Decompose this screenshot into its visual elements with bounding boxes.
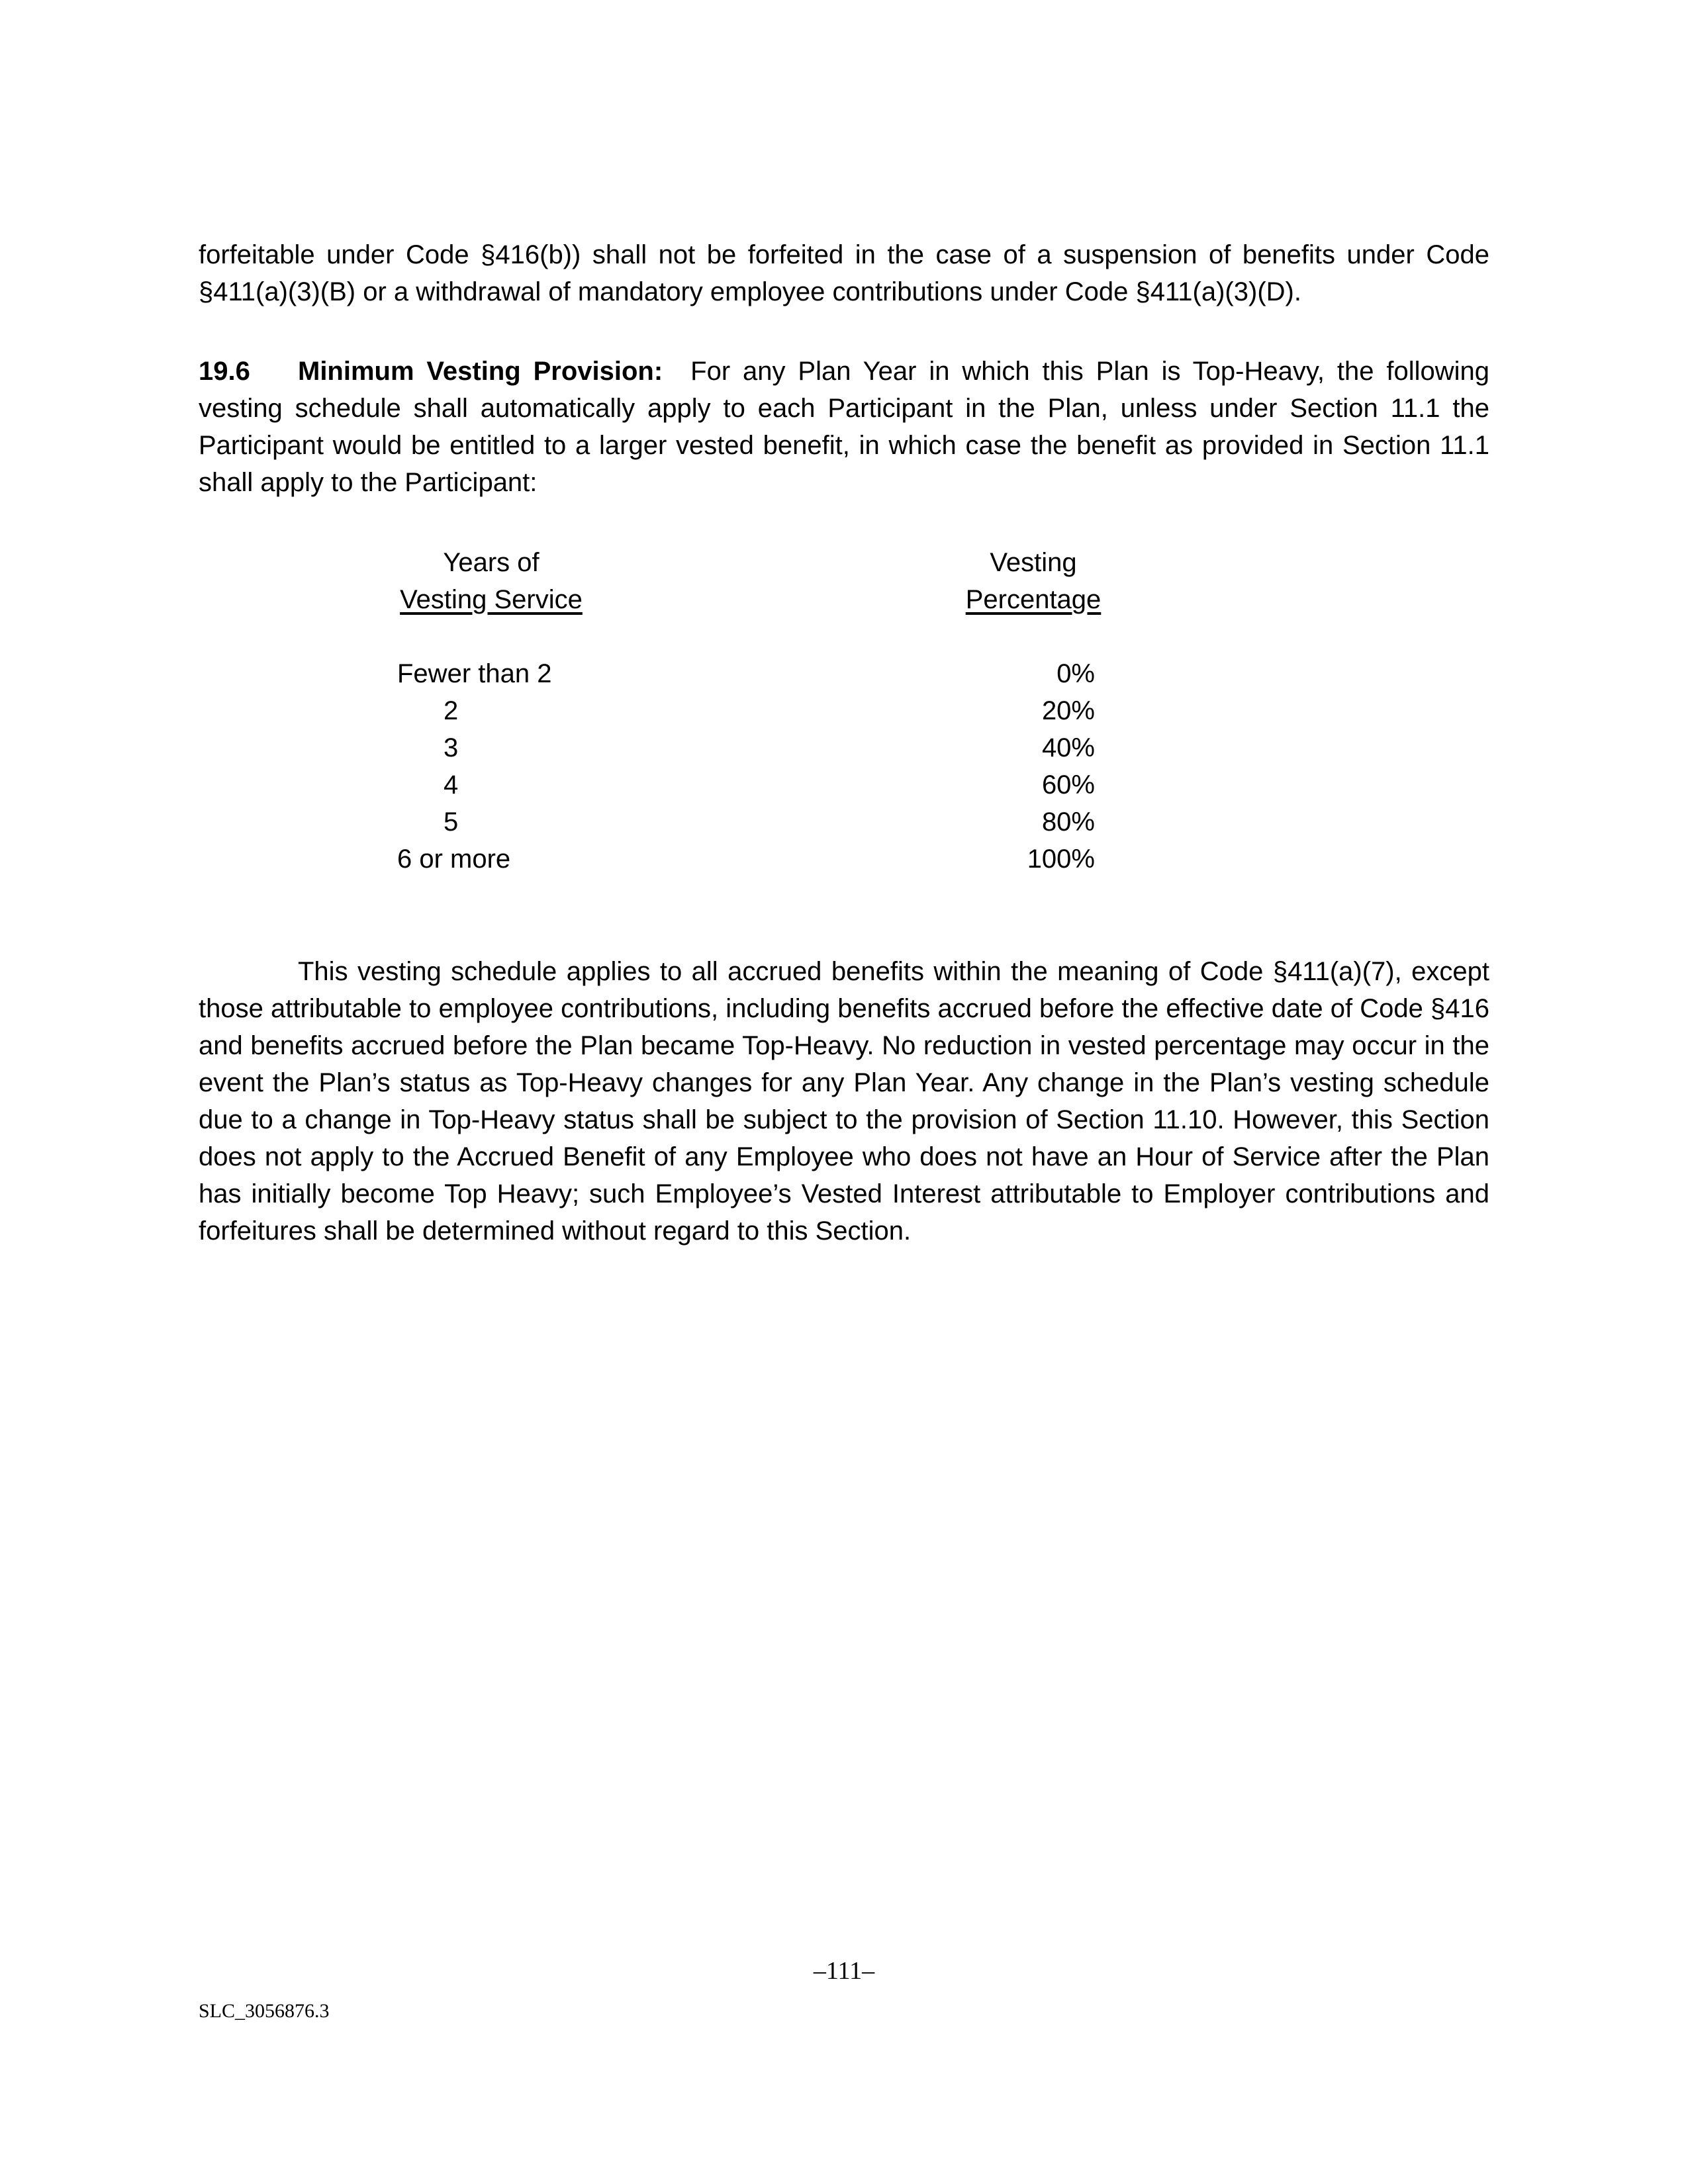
- percentage-cell: 0%: [1056, 659, 1095, 688]
- percentage-cell: 100%: [1027, 844, 1095, 874]
- header-years-line1: Years of: [443, 548, 539, 577]
- years-cell: 5: [444, 807, 459, 837]
- table-row: [397, 841, 1125, 878]
- header-vesting-line1: Vesting: [990, 548, 1077, 577]
- document-id: SLC_3056876.3: [199, 2000, 330, 2022]
- percentage-cell: 40%: [1041, 733, 1095, 762]
- paragraph-section-19-6: [199, 353, 1489, 501]
- table-header-row-2: [397, 581, 1125, 618]
- table-row: [397, 729, 1125, 766]
- header-vesting-line2: Percentage: [965, 585, 1102, 614]
- years-cell: 4: [444, 770, 459, 799]
- table-row: [397, 692, 1125, 729]
- table-row: [397, 766, 1125, 803]
- years-cell: 3: [444, 733, 459, 762]
- page-number: –111–: [813, 1957, 875, 1985]
- paragraph-vesting-application: [199, 953, 1489, 1250]
- paragraph-continuation: forfeitable under Code §416(b)) shall not be forfeited in the case of a suspension of benefits under Code §411(a)(3)(B) or a withdrawal of mandatory employee contributions under Code §411(a)(3)(D).: [199, 240, 1489, 306]
- years-cell: Fewer than 2: [397, 659, 552, 688]
- years-cell: 6 or more: [397, 844, 511, 874]
- years-cell: 2: [444, 696, 459, 725]
- percentage-cell: 20%: [1041, 696, 1095, 725]
- section-number: 19.6: [199, 357, 250, 386]
- header-years-line2: Vesting Service: [400, 585, 583, 614]
- vesting-schedule-table: [397, 544, 1125, 874]
- table-row: [397, 655, 1125, 692]
- percentage-cell: 60%: [1041, 770, 1095, 799]
- table-row: [397, 803, 1125, 841]
- table-header-row-1: [397, 544, 1125, 581]
- paragraph-text: This vesting schedule applies to all accrued benefits within the meaning of Code §411(a)(7), except those attributable to employee contributions, including benefits accrued before the effective date of Code §416 and benefits accrued before the Plan became Top-Heavy. No reduction in vested percentage may occur in the event the Plan’s status as Top-Heavy changes for any Plan Year. Any change in the Plan’s vesting schedule due to a change in Top-Heavy status shall be subject to the provision of Section 11.10. However, this Section does not apply to the Accrued Benefit of any Employee who does not have an Hour of Service after the Plan has initially become Top Heavy; such Employee’s Vested Interest attributable to Employer contributions and forfeitures shall be determined without regard to this Section.: [199, 957, 1489, 1246]
- table-body: [397, 655, 1125, 878]
- section-body: For any Plan Year in which this Plan is Top-Heavy, the following vesting schedule shall automatically apply to each Participant in the Plan, unless under Section 11.1 the Participant would be entitled to a larger vested benefit, in which case the benefit as provided in Section 11.1 shall apply to the Participant:: [199, 357, 1489, 497]
- percentage-cell: 80%: [1041, 807, 1095, 837]
- section-title: Minimum Vesting Provision:: [298, 357, 663, 386]
